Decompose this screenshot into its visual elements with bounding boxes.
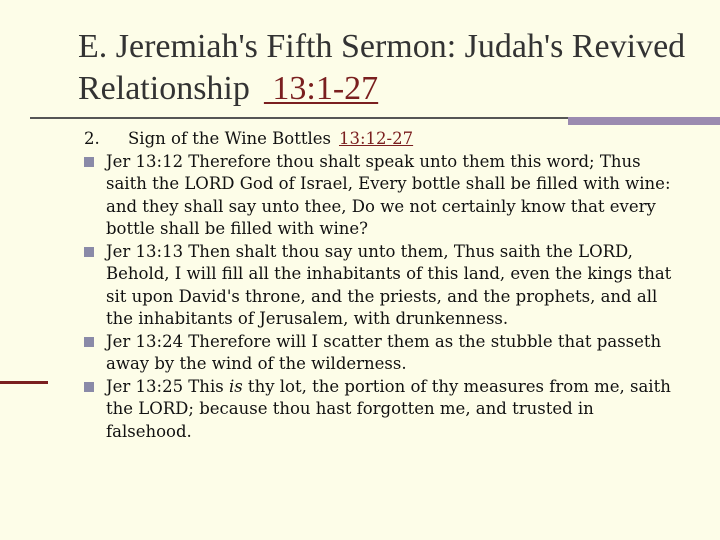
verse-text: [106, 376, 684, 444]
title-accent-bar: [568, 117, 720, 125]
point-heading: [84, 128, 684, 151]
square-bullet-icon: [84, 157, 94, 167]
verse-text: Jer 13:13 Then shalt thou say unto them, Thus saith the LORD, Behold, I will fill all the inhabitants of this land, even the kings that sit upon David's throne, and the priests, and the prophets, and all the inhabitants of Jerusalem, with drunkenness.: [106, 241, 672, 328]
verse-text: Jer 13:12 Therefore thou shalt speak unto them this word; Thus saith the LORD God of Israel, Every bottle shall be filled with wine: and they shall say unto thee, Do we not certainly know that every bottle shall be filled with wine?: [106, 151, 671, 238]
verse-text: Jer 13:24 Therefore will I scatter them as the stubble that passeth away by the wind of the wilderness.: [106, 331, 662, 373]
slide-title-reference: 13:1-27: [263, 70, 379, 107]
square-bullet-icon: [84, 337, 94, 347]
square-bullet-icon: [84, 247, 94, 257]
square-bullet-icon: [84, 382, 94, 392]
point-heading-label: Sign of the Wine Bottles: [128, 129, 331, 148]
slide-title-main: E. Jeremiah's Fifth Sermon: Judah's Revived Relationship: [78, 28, 686, 107]
list-item: [84, 331, 684, 376]
verse-text-italic: is: [228, 376, 243, 396]
point-heading-reference: 13:12-27: [338, 129, 414, 148]
verse-list: [84, 151, 684, 444]
slide-title: [78, 26, 708, 110]
point-heading-text: [128, 128, 413, 151]
verse-text-end: thy lot, the portion of thy measures from me, saith the LORD; because thou hast forgotten me, and trusted in falsehood.: [106, 376, 671, 441]
point-number: 2.: [84, 129, 100, 148]
list-item: [84, 151, 684, 241]
list-item: [84, 241, 684, 331]
slide-body: [84, 128, 684, 443]
verse-text-start: Jer 13:25 This: [106, 376, 229, 396]
side-accent-line: [0, 381, 48, 384]
list-item: [84, 376, 684, 444]
